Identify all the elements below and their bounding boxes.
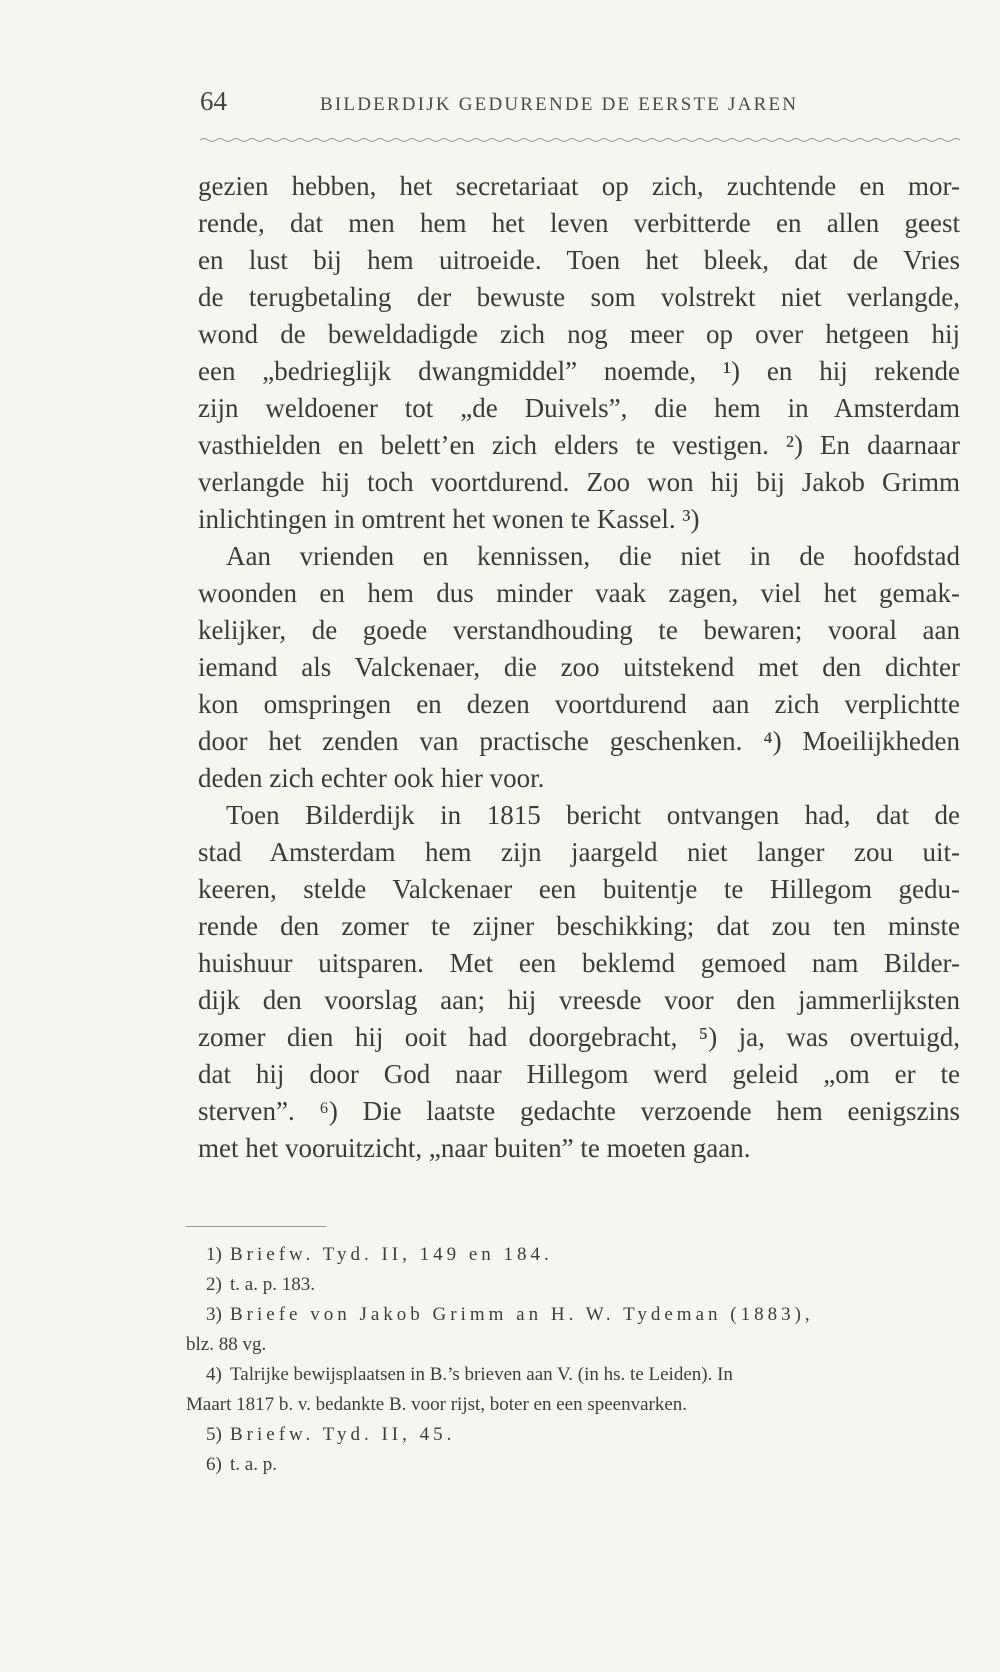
- footnote-continuation: [186, 1390, 956, 1420]
- text-line: een „bedrieglijk dwangmiddel” noemde, ¹) en hij rekende: [198, 356, 960, 386]
- text-line: gezien hebben, het secretariaat op zich, zuchtende en mor-: [198, 171, 960, 201]
- text-line: dijk den voorslag aan; hij vreesde voor den jammerlijksten: [198, 985, 960, 1015]
- footnote-text: Maart 1817 b. v. bedankte B. voor rijst, boter en een speenvarken.: [186, 1394, 688, 1415]
- footnote-text: t. a. p.: [230, 1454, 277, 1475]
- running-title: BILDERDIJK GEDURENDE DE EERSTE JAREN: [320, 94, 799, 115]
- text-line: dat hij door God naar Hillegom werd geleid „om er te: [198, 1059, 960, 1089]
- footnote-number: 2): [206, 1274, 222, 1295]
- footnote-number: 3): [206, 1304, 222, 1325]
- text-line: de terugbetaling der bewuste som volstrekt niet verlangde,: [198, 282, 960, 312]
- text-line: kon omspringen en dezen voortdurend aan zich verplichtte: [198, 689, 960, 719]
- footnote-text: blz. 88 vg.: [186, 1334, 267, 1355]
- text-line: Aan vrienden en kennissen, die niet in de hoofdstad: [226, 541, 960, 571]
- footnote-text: Talrijke bewijsplaatsen in B.’s brieven aan V. (in hs. te Leiden). In: [230, 1364, 733, 1385]
- text-line: huishuur uitsparen. Met een beklemd gemoed nam Bilder-: [198, 948, 960, 978]
- footnote-number: 6): [206, 1454, 222, 1475]
- footnotes: [186, 1240, 956, 1480]
- page-header: [200, 86, 960, 126]
- header-wavy-rule: [200, 136, 965, 144]
- text-line: keeren, stelde Valckenaer een buitentje te Hillegom gedu-: [198, 874, 960, 904]
- text-line: rende, dat men hem het leven verbitterde en allen geest: [198, 208, 960, 238]
- text-line: en lust bij hem uitroeide. Toen het bleek, dat de Vries: [198, 245, 960, 275]
- text-line: wond de beweldadigde zich nog meer op over hetgeen hij: [198, 319, 960, 349]
- footnote-number: 1): [206, 1244, 222, 1265]
- footnote-number: 4): [206, 1364, 222, 1385]
- footnote: [186, 1240, 956, 1270]
- footnote-text: Briefw. Tyd. II, 149 en 184.: [230, 1244, 553, 1265]
- text-line: zomer dien hij ooit had doorgebracht, ⁵) ja, was overtuigd,: [198, 1022, 960, 1052]
- text-line: kelijker, de goede verstandhouding te bewaren; vooral aan: [198, 615, 960, 645]
- footnote: [186, 1270, 956, 1300]
- text-line: rende den zomer te zijner beschikking; dat zou ten minste: [198, 911, 960, 941]
- footnote-text: Briefw. Tyd. II, 45.: [230, 1424, 456, 1445]
- footnote-text: t. a. p. 183.: [230, 1274, 315, 1295]
- text-line: Toen Bilderdijk in 1815 bericht ontvangen had, dat de: [226, 800, 960, 830]
- text-line: deden zich echter ook hier voor.: [198, 763, 545, 793]
- footnote-rule: [186, 1226, 326, 1227]
- footnote-number: 5): [206, 1424, 222, 1445]
- text-line: door het zenden van practische geschenken. ⁴) Moeilijkheden: [198, 726, 960, 756]
- footnote-continuation: [186, 1330, 956, 1360]
- text-line: vasthielden en belett’en zich elders te vestigen. ²) En daarnaar: [198, 430, 960, 460]
- footnote: [186, 1450, 956, 1480]
- footnote: [186, 1420, 956, 1450]
- footnote: [186, 1360, 956, 1390]
- page-number: 64: [200, 86, 227, 116]
- text-line: woonden en hem dus minder vaak zagen, viel het gemak-: [198, 578, 960, 608]
- footnote: [186, 1300, 956, 1330]
- text-line: verlangde hij toch voortdurend. Zoo won hij bij Jakob Grimm: [198, 467, 960, 497]
- text-line: stad Amsterdam hem zijn jaargeld niet langer zou uit-: [198, 837, 960, 867]
- text-line: iemand als Valckenaer, die zoo uitstekend met den dichter: [198, 652, 960, 682]
- text-line: sterven”. ⁶) Die laatste gedachte verzoende hem eenigszins: [198, 1096, 960, 1126]
- text-line: inlichtingen in omtrent het wonen te Kassel. ³): [198, 504, 700, 534]
- footnote-text: Briefe von Jakob Grimm an H. W. Tydeman (1883),: [230, 1304, 814, 1325]
- text-line: met het vooruitzicht, „naar buiten” te moeten gaan.: [198, 1133, 751, 1163]
- body-text: [198, 168, 960, 1167]
- text-line: zijn weldoener tot „de Duivels”, die hem in Amsterdam: [198, 393, 960, 423]
